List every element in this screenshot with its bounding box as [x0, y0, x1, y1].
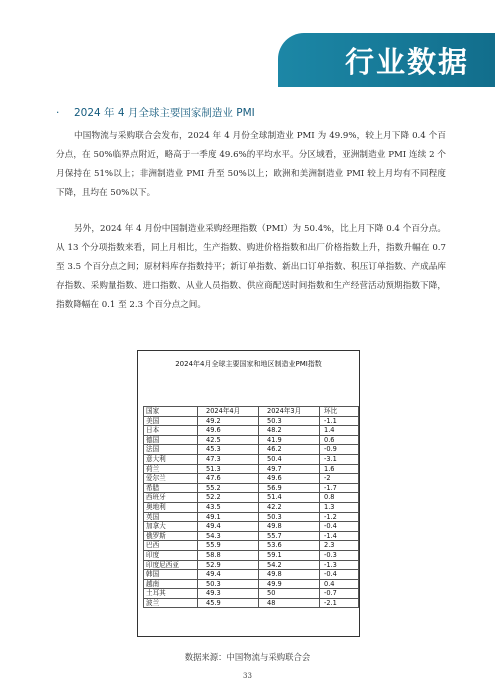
table-cell: 奥地利 — [144, 502, 198, 512]
table-cell: 英国 — [144, 512, 198, 522]
table-cell: 41.9 — [259, 435, 320, 445]
table-row — [144, 550, 359, 560]
table-cell: 54.2 — [259, 560, 320, 570]
header-cell: 环比 — [320, 407, 359, 417]
table-cell: 53.6 — [259, 541, 320, 551]
table-row — [144, 589, 359, 599]
table-cell: 韩国 — [144, 570, 198, 580]
table-cell: 55.2 — [198, 483, 259, 493]
table-cell: 51.4 — [259, 493, 320, 503]
table-cell: 美国 — [144, 416, 198, 426]
table-cell: 1.4 — [320, 426, 359, 436]
table-cell: 52.9 — [198, 560, 259, 570]
table-cell: 爱尔兰 — [144, 474, 198, 484]
table-cell: 德国 — [144, 435, 198, 445]
banner-title: 行业数据 — [344, 45, 469, 79]
table-cell: 47.3 — [198, 454, 259, 464]
table-cell: 49.6 — [259, 474, 320, 484]
table-cell: 51.3 — [198, 464, 259, 474]
table-header-row — [144, 407, 359, 417]
table-cell: -0.4 — [320, 522, 359, 532]
pmi-table — [143, 406, 359, 608]
table-cell: 50 — [259, 589, 320, 599]
table-cell: 法国 — [144, 445, 198, 455]
table-cell: 49.1 — [198, 512, 259, 522]
table-cell: 越南 — [144, 579, 198, 589]
header-cell: 2024年3月 — [259, 407, 320, 417]
table-cell: 0.4 — [320, 579, 359, 589]
table-row — [144, 464, 359, 474]
table-cell: 54.3 — [198, 531, 259, 541]
table-cell: -1.7 — [320, 483, 359, 493]
table-cell: 49.8 — [259, 570, 320, 580]
table-row — [144, 426, 359, 436]
page-number: 33 — [243, 672, 252, 680]
table-cell: 48.2 — [259, 426, 320, 436]
table-cell: 荷兰 — [144, 464, 198, 474]
section-heading-text: 2024 年 4 月全球主要国家制造业 PMI — [74, 107, 255, 119]
data-source: 数据来源：中国物流与采购联合会 — [184, 652, 311, 662]
table-row — [144, 522, 359, 532]
table-cell: 49.4 — [198, 570, 259, 580]
table-cell: 49.9 — [259, 579, 320, 589]
table-cell: 希腊 — [144, 483, 198, 493]
table-cell: 意大利 — [144, 454, 198, 464]
section-banner — [278, 33, 495, 87]
table-cell: 55.7 — [259, 531, 320, 541]
table-cell: 巴西 — [144, 541, 198, 551]
table-row — [144, 502, 359, 512]
table-cell: 42.5 — [198, 435, 259, 445]
table-cell: 49.4 — [198, 522, 259, 532]
table-cell: 加拿大 — [144, 522, 198, 532]
table-row — [144, 493, 359, 503]
pmi-table-figure — [137, 350, 360, 637]
table-row — [144, 454, 359, 464]
table-cell: 印度尼西亚 — [144, 560, 198, 570]
table-cell: -0.9 — [320, 445, 359, 455]
table-cell: 1.3 — [320, 502, 359, 512]
table-row — [144, 416, 359, 426]
table-cell: 西班牙 — [144, 493, 198, 503]
table-cell: -1.4 — [320, 531, 359, 541]
table-cell: 波兰 — [144, 598, 198, 608]
table-cell: 印度 — [144, 550, 198, 560]
table-cell: 58.8 — [198, 550, 259, 560]
table-row — [144, 483, 359, 493]
table-cell: 49.8 — [259, 522, 320, 532]
table-cell: 0.8 — [320, 493, 359, 503]
table-cell: 45.9 — [198, 598, 259, 608]
table-row — [144, 435, 359, 445]
paragraph-2: 另外，2024 年 4 月份中国制造业采购经理指数（PMI）为 50.4%，比上月下降 0.4 个百分点。从 13 个分项指数来看，同上月相比，生产指数、购进价格指数和出厂价格指数上升，指数升幅在 0.7 至 3.5 个百分点之间；原材料库存指数持平；新订单指数、新出口订单指数、积压订单指数、产成品库存指数、采购量指数、进口指数、从业人员指数、供应商配送时间指数和生产经营活动预期指数下降，指数降幅在 0.1 至 2.3 个百分点之间。 — [56, 224, 446, 311]
table-cell: 47.6 — [198, 474, 259, 484]
table-row — [144, 474, 359, 484]
table-cell: -2.1 — [320, 598, 359, 608]
table-cell: -0.4 — [320, 570, 359, 580]
table-row — [144, 541, 359, 551]
table-cell: 49.7 — [259, 464, 320, 474]
table-cell: 0.6 — [320, 435, 359, 445]
table-cell: 土耳其 — [144, 589, 198, 599]
table-cell: 49.6 — [198, 426, 259, 436]
paragraph-1: 中国物流与采购联合会发布，2024 年 4 月份全球制造业 PMI 为 49.9%，较上月下降 0.4 个百分点，在 50%临界点附近，略高于一季度 49.6%的平均水平。分区域看，亚洲制造业 PMI 连续 2 个月保持在 51%以上；非洲制造业 PMI 升至 50%以上；欧洲和美洲制造业 PMI 较上月均有不同程度下降，且均在 50%以下。 — [56, 131, 446, 199]
table-cell: -3.1 — [320, 454, 359, 464]
header-cell: 2024年4月 — [198, 407, 259, 417]
table-cell: 50.3 — [259, 416, 320, 426]
table-cell: 59.1 — [259, 550, 320, 560]
table-cell: 1.6 — [320, 464, 359, 474]
table-cell: 45.3 — [198, 445, 259, 455]
table-cell: 48 — [259, 598, 320, 608]
table-cell: 49.2 — [198, 416, 259, 426]
table-row — [144, 579, 359, 589]
table-row — [144, 598, 359, 608]
table-cell: 49.3 — [198, 589, 259, 599]
table-row — [144, 512, 359, 522]
table-cell: 55.9 — [198, 541, 259, 551]
table-cell: 50.3 — [259, 512, 320, 522]
table-cell: 46.2 — [259, 445, 320, 455]
header-cell: 国家 — [144, 407, 198, 417]
table-cell: 42.2 — [259, 502, 320, 512]
table-cell: -1.1 — [320, 416, 359, 426]
table-title: 2024年4月全球主要国家和地区制造业PMI指数 — [175, 360, 322, 368]
table-cell: -1.2 — [320, 512, 359, 522]
table-cell: -0.7 — [320, 589, 359, 599]
table-cell: 50.3 — [198, 579, 259, 589]
bullet-icon: · — [56, 107, 60, 119]
table-cell: 43.5 — [198, 502, 259, 512]
table-cell: -0.3 — [320, 550, 359, 560]
table-cell: -2 — [320, 474, 359, 484]
table-cell: 俄罗斯 — [144, 531, 198, 541]
table-cell: 56.9 — [259, 483, 320, 493]
table-cell: 2.3 — [320, 541, 359, 551]
table-row — [144, 570, 359, 580]
section-heading — [56, 105, 255, 120]
table-cell: 50.4 — [259, 454, 320, 464]
table-cell: 日本 — [144, 426, 198, 436]
table-row — [144, 560, 359, 570]
table-row — [144, 531, 359, 541]
table-row — [144, 445, 359, 455]
table-cell: -1.3 — [320, 560, 359, 570]
table-cell: 52.2 — [198, 493, 259, 503]
